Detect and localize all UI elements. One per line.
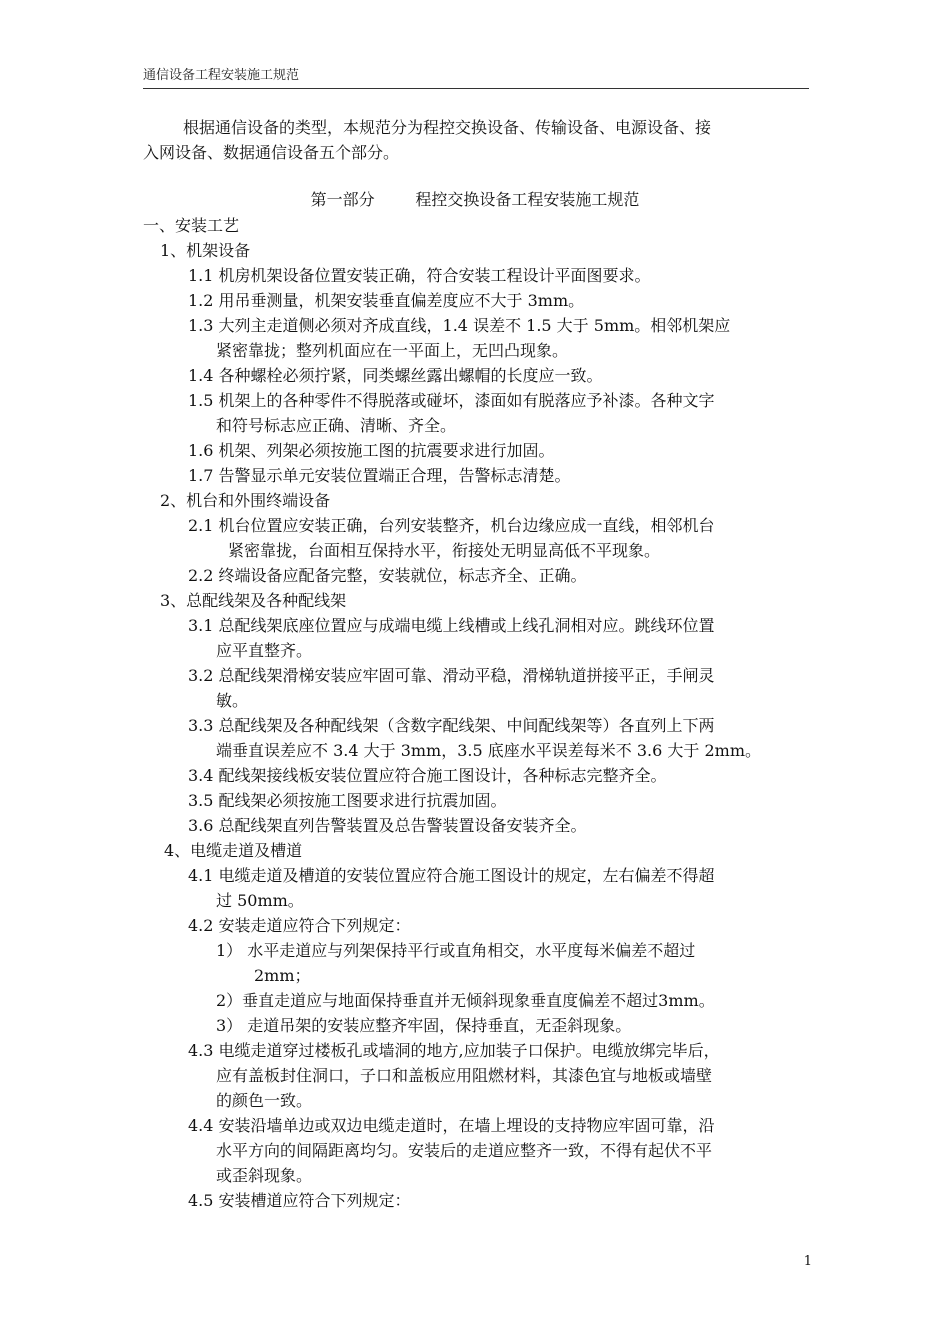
clause: 2.1 机台位置应安装正确，台列安装整齐，机台边缘应成一直线，相邻机台	[188, 516, 715, 535]
clause: 1.4 各种螺栓必须拧紧，同类螺丝露出螺帽的长度应一致。	[188, 366, 603, 385]
page-number: 1	[803, 1254, 812, 1269]
clause: 4.3 电缆走道穿过楼板孔或墙洞的地方,应加装子口保护。电缆放绑完毕后，	[188, 1041, 720, 1060]
clause-continuation: 或歪斜现象。	[216, 1166, 313, 1185]
subsection-heading: 1、机架设备	[160, 241, 251, 260]
clause: 3.1 总配线架底座位置应与成端电缆上线槽或上线孔洞相对应。跳线环位置	[188, 616, 715, 635]
clause: 3.5 配线架必须按施工图要求进行抗震加固。	[188, 791, 507, 810]
section-heading: 一、安装工艺	[143, 216, 240, 235]
clause: 1.2 用吊垂测量，机架安装垂直偏差度应不大于 3mm。	[188, 291, 585, 310]
clause-continuation: 过 50mm。	[216, 891, 304, 910]
clause: 1.1 机房机架设备位置安装正确，符合安装工程设计平面图要求。	[188, 266, 651, 285]
clause-continuation: 的颜色一致。	[216, 1091, 313, 1110]
clause: 1.7 告警显示单元安装位置端正合理，告警标志清楚。	[188, 466, 571, 485]
subsection-heading: 2、机台和外围终端设备	[160, 491, 331, 510]
clause: 2.2 终端设备应配备完整，安装就位，标志齐全、正确。	[188, 566, 587, 585]
clause-continuation: 应平直整齐。	[216, 641, 313, 660]
intro-line: 入网设备、数据通信设备五个部分。	[143, 143, 400, 162]
clause: 3.2 总配线架滑梯安装应牢固可靠、滑动平稳，滑梯轨道拼接平正，手闸灵	[188, 666, 715, 685]
rule-item-continuation: 2mm；	[254, 966, 311, 985]
running-header: 通信设备工程安装施工规范	[143, 66, 809, 89]
clause: 3.4 配线架接线板安装位置应符合施工图设计，各种标志完整齐全。	[188, 766, 667, 785]
clause-continuation: 敏。	[216, 691, 249, 710]
rule-item: 1） 水平走道应与列架保持平行或直角相交，水平度每米偏差不超过	[216, 941, 696, 960]
rule-item: 3） 走道吊架的安装应整齐牢固，保持垂直，无歪斜现象。	[216, 1016, 632, 1035]
intro-line: 根据通信设备的类型，本规范分为程控交换设备、传输设备、电源设备、接	[183, 118, 712, 137]
rule-item: 2）垂直走道应与地面保持垂直并无倾斜现象垂直度偏差不超过3mm。	[216, 991, 715, 1010]
clause: 3.3 总配线架及各种配线架（含数字配线架、中间配线架等）各直列上下两	[188, 716, 715, 735]
clause-continuation: 水平方向的间隔距离均匀。安装后的走道应整齐一致，不得有起伏不平	[216, 1141, 713, 1160]
clause: 1.5 机架上的各种零件不得脱落或碰坏，漆面如有脱落应予补漆。各种文字	[188, 391, 715, 410]
clause-continuation: 端垂直误差应不 3.4 大于 3mm，3.5 底座水平误差每米不 3.6 大于 2mm。	[216, 741, 761, 760]
clause-continuation: 紧密靠拢，台面相互保持水平，衔接处无明显高低不平现象。	[228, 541, 661, 560]
clause: 4.2 安装走道应符合下列规定：	[188, 916, 411, 935]
clause-continuation: 和符号标志应正确、清晰、齐全。	[216, 416, 457, 435]
clause: 4.4 安装沿墙单边或双边电缆走道时，在墙上埋设的支持物应牢固可靠，沿	[188, 1116, 715, 1135]
subsection-heading: 4、电缆走道及槽道	[164, 841, 303, 860]
clause: 1.6 机架、列架必须按施工图的抗震要求进行加固。	[188, 441, 555, 460]
clause: 4.5 安装槽道应符合下列规定：	[188, 1191, 411, 1210]
clause-continuation: 紧密靠拢；整列机面应在一平面上，无凹凸现象。	[216, 341, 569, 360]
clause: 1.3 大列主走道侧必须对齐成直线，1.4 误差不 1.5 大于 5mm。相邻机架应	[188, 316, 731, 335]
part-title: 第一部分 程控交换设备工程安装施工规范	[310, 190, 640, 209]
clause: 4.1 电缆走道及槽道的安装位置应符合施工图设计的规定，左右偏差不得超	[188, 866, 715, 885]
clause: 3.6 总配线架直列告警装置及总告警装置设备安装齐全。	[188, 816, 587, 835]
subsection-heading: 3、总配线架及各种配线架	[160, 591, 347, 610]
clause-continuation: 应有盖板封住洞口，子口和盖板应用阻燃材料，其漆色宜与地板或墙壁	[216, 1066, 713, 1085]
